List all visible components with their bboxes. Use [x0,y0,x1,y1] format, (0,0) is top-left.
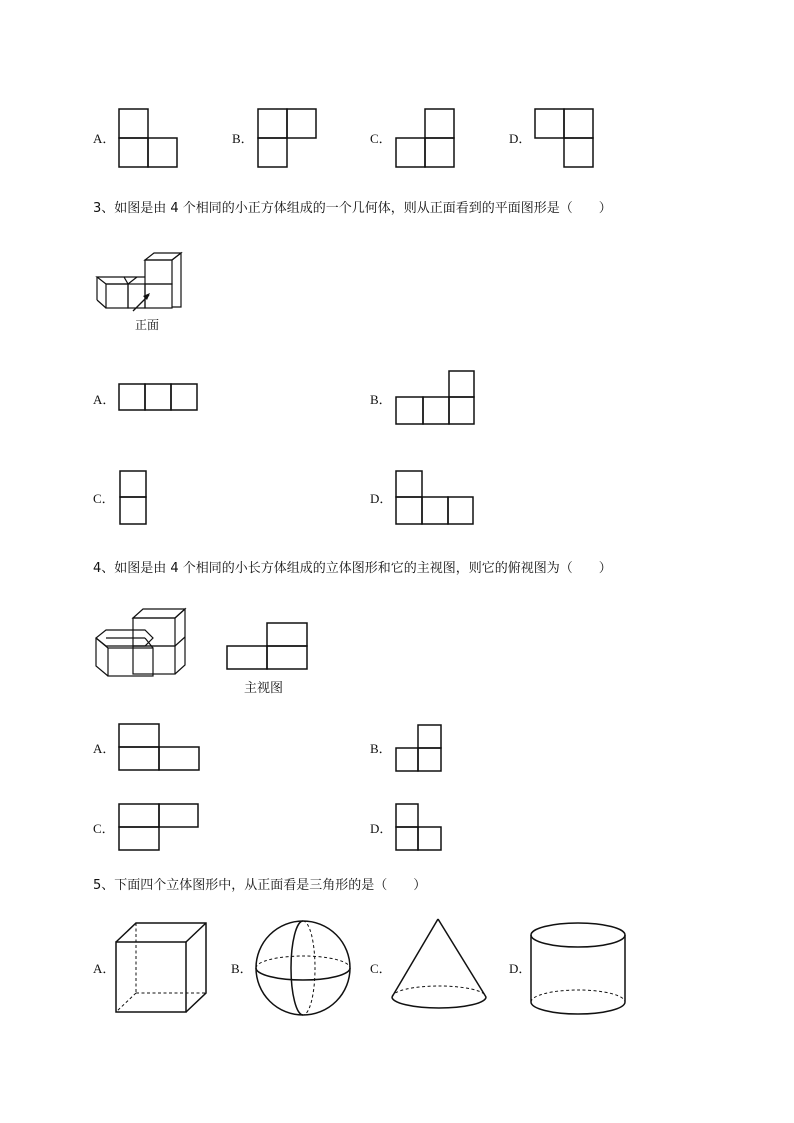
cylinder-icon [530,920,630,1020]
q3-option-b-label[interactable]: B． [370,392,392,407]
q2-option-d-label[interactable]: D． [509,131,532,146]
q2-option-a-figure [118,108,180,170]
q4-option-d-label[interactable]: D． [370,821,393,836]
q3-option-c-figure [119,470,149,526]
cone-icon [390,917,490,1017]
q3-option-a-figure [118,383,200,413]
q2-option-b-label[interactable]: B． [232,131,254,146]
q2-option-b-figure [257,108,319,170]
q3-option-c-label[interactable]: C． [93,491,115,506]
q3-front-label: 正面 [135,318,160,332]
q5-option-a-label[interactable]: A． [93,961,116,976]
q4-option-a-figure [118,723,202,773]
q2-option-c-label[interactable]: C． [370,131,392,146]
q5-option-b-label[interactable]: B． [231,961,253,976]
q3-text: 3、如图是由 4 个相同的小正方体组成的一个几何体，则从正面看到的平面图形是（ ） [93,201,612,216]
cube-icon [114,921,210,1017]
q4-text: 4、如图是由 4 个相同的小长方体组成的立体图形和它的主视图，则它的俯视图为（ ） [93,561,612,576]
q5-text: 5、下面四个立体图形中，从正面看是三角形的是（ ） [93,878,427,893]
q3-option-a-label[interactable]: A． [93,392,116,407]
q4-option-a-label[interactable]: A． [93,741,116,756]
q2-option-a-label[interactable]: A． [93,131,116,146]
q2-option-d-figure [534,108,596,170]
q4-option-b-label[interactable]: B． [370,741,392,756]
q3-front-arrow-icon [130,291,154,315]
q4-option-d-figure [395,803,445,853]
q4-option-b-figure [395,724,445,774]
q5-option-d-label[interactable]: D． [509,961,532,976]
q4-option-c-label[interactable]: C． [93,821,115,836]
q3-option-d-label[interactable]: D． [370,491,393,506]
q2-option-c-figure [395,108,457,170]
q4-main-view-figure [226,622,310,672]
q4-main-view-label: 主视图 [244,681,284,696]
q3-option-d-figure [395,470,477,527]
q3-option-b-figure [395,370,477,427]
q4-option-c-figure [118,803,202,853]
q5-option-c-label[interactable]: C． [370,961,392,976]
q4-solid-figure [95,608,190,680]
sphere-icon [254,919,354,1019]
